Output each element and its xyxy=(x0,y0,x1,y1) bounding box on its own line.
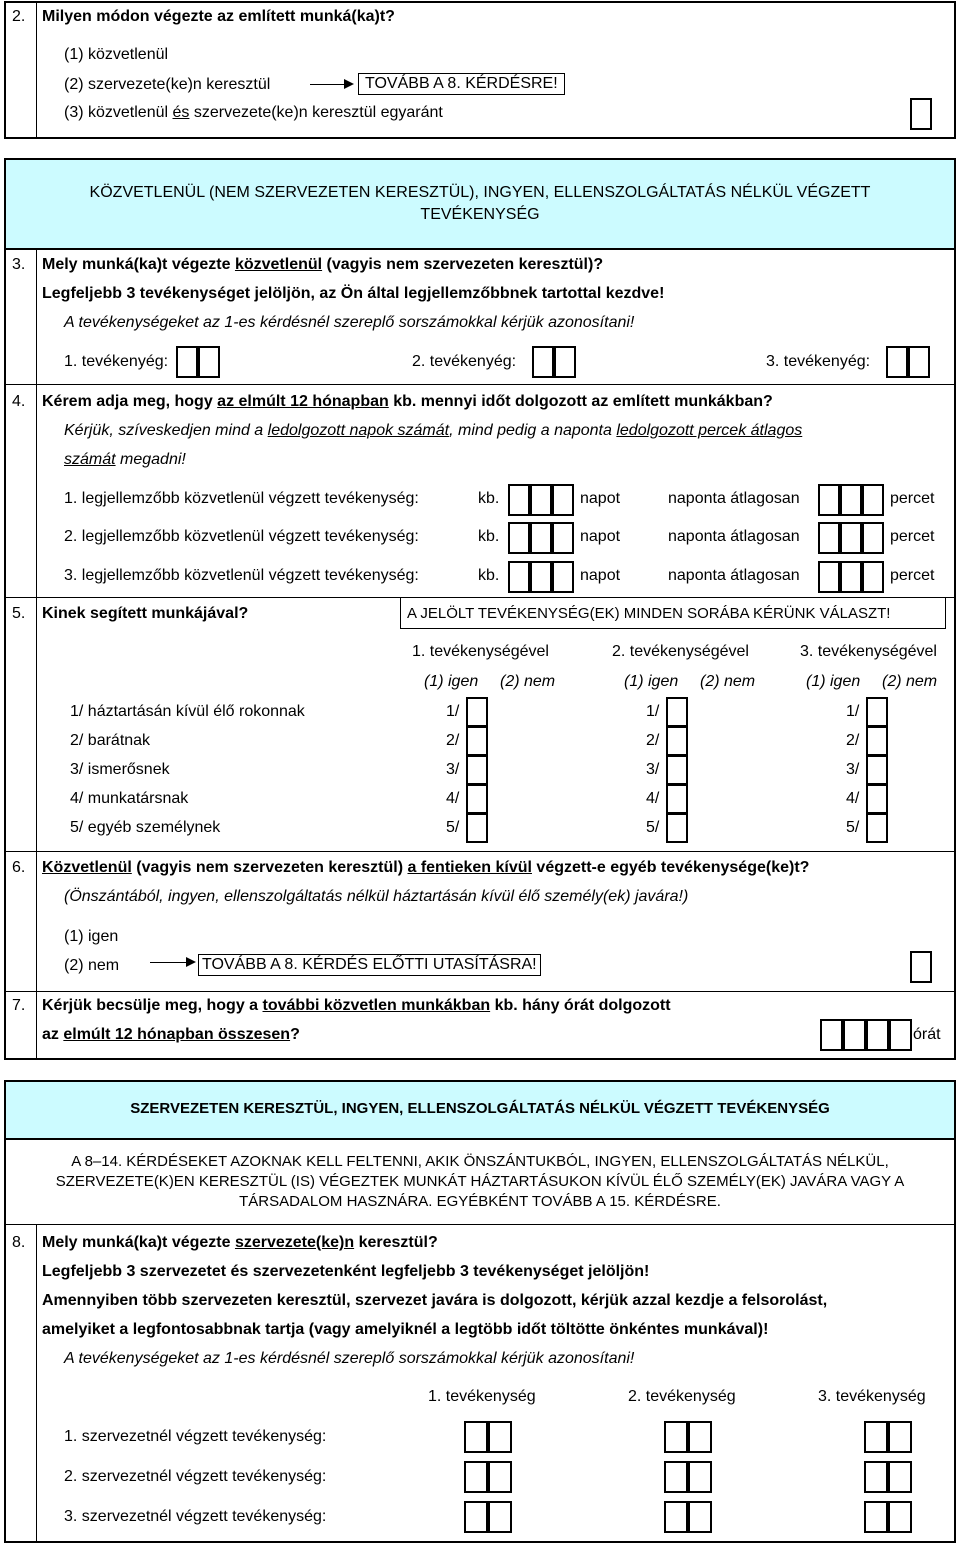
q8-answer-box[interactable] xyxy=(864,1461,888,1493)
q3-limit: Legfeljebb 3 tevékenységet jelöljön, az Ön által legjellemzőbbnek tartottal kezdve! xyxy=(42,285,665,302)
q5-row-code: 4/ xyxy=(846,790,860,807)
q8-answer-box[interactable] xyxy=(464,1421,488,1453)
q5-row-code: 5/ xyxy=(646,819,660,836)
q5-row-code: 5/ xyxy=(846,819,860,836)
q5-row-code: 2/ xyxy=(646,732,660,749)
q8-answer-box[interactable] xyxy=(464,1501,488,1533)
q5-row-code: 3/ xyxy=(446,761,460,778)
q3-activity-3-label: 3. tevékenyég: xyxy=(766,353,871,370)
q5-instruction: A JELÖLT TEVÉKENYSÉG(EK) MINDEN SORÁBA KÉRÜNK VÁLASZT! xyxy=(400,597,946,629)
q5-answer-box[interactable] xyxy=(466,755,488,785)
q4-daily-label: naponta átlagosan xyxy=(668,567,800,584)
q8-answer-box[interactable] xyxy=(488,1421,512,1453)
q8-row-label: 3. szervezetnél végzett tevékenység: xyxy=(64,1508,327,1525)
section-banner-direct xyxy=(4,158,956,250)
banner-direct-line2: TEVÉKENYSÉG xyxy=(420,206,540,223)
q5-answer-box[interactable] xyxy=(866,813,888,843)
q4-minutes-box[interactable] xyxy=(862,484,884,516)
q4-kb: kb. xyxy=(478,490,500,507)
q5-row-code: 3/ xyxy=(846,761,860,778)
q8-limit: Legfeljebb 3 szervezetet és szervezetenként legfeljebb 3 tevékenységet jelöljön! xyxy=(42,1263,650,1280)
q7-hours-box[interactable] xyxy=(843,1019,866,1051)
q5-yes-label: (1) igen xyxy=(624,673,679,690)
q4-days-box[interactable] xyxy=(530,522,552,554)
q4-days-box[interactable] xyxy=(552,561,574,593)
q2-skip-instruction: TOVÁBB A 8. KÉRDÉSRE! xyxy=(358,73,565,95)
q2-option-1: (1) közvetlenül xyxy=(64,46,169,63)
q5-column-header: 1. tevékenységével xyxy=(412,643,549,660)
q4-daily-label: naponta átlagosan xyxy=(668,528,800,545)
q4-kb: kb. xyxy=(478,567,500,584)
q5-no-label: (2) nem xyxy=(500,673,556,690)
q8-answer-box[interactable] xyxy=(664,1501,688,1533)
q4-row-label: 3. legjellemzőbb közvetlenül végzett tevékenység: xyxy=(64,567,419,584)
q4-days-unit: napot xyxy=(580,490,621,507)
q8-number: 8. xyxy=(12,1234,26,1251)
q5-answer-box[interactable] xyxy=(866,726,888,756)
q8-answer-box[interactable] xyxy=(888,1461,912,1493)
q4-days-box[interactable] xyxy=(552,484,574,516)
q5-answer-box[interactable] xyxy=(866,784,888,814)
q3-activity-1-box[interactable] xyxy=(176,346,198,378)
q5-row-code: 2/ xyxy=(846,732,860,749)
q8-answer-box[interactable] xyxy=(888,1421,912,1453)
q4-kb: kb. xyxy=(478,528,500,545)
q5-row-label: 3/ ismerősnek xyxy=(70,761,170,778)
q4-days-box[interactable] xyxy=(508,561,530,593)
q3-question: Mely munká(ka)t végezte közvetlenül (vagyis nem szervezeten keresztül)? xyxy=(42,256,604,273)
q5-row-label: 5/ egyéb személynek xyxy=(70,819,221,836)
q5-no-label: (2) nem xyxy=(700,673,756,690)
q4-row-label: 1. legjellemzőbb közvetlenül végzett tevékenység: xyxy=(64,490,419,507)
q4-instruction: Kérjük, szíveskedjen mind a ledolgozott napok számát, mind pedig a naponta ledolgozott percek átlagos xyxy=(64,422,803,439)
banner-direct-line1: KÖZVETLENÜL (NEM SZERVEZETEN KERESZTÜL), INGYEN, ELLENSZOLGÁLTATÁS NÉLKÜL VÉGZETT xyxy=(89,184,871,201)
q4-days-box[interactable] xyxy=(508,484,530,516)
q4-days-box[interactable] xyxy=(552,522,574,554)
q6-option-2: (2) nem xyxy=(64,957,120,974)
q3-activity-2-box[interactable] xyxy=(554,346,576,378)
q3-activity-3-box[interactable] xyxy=(886,346,908,378)
q8-answer-box[interactable] xyxy=(864,1421,888,1453)
q8-answer-box[interactable] xyxy=(464,1461,488,1493)
q7-hours-box[interactable] xyxy=(866,1019,889,1051)
q4-days-box[interactable] xyxy=(530,484,552,516)
q8-instruction-2: amelyiket a legfontosabbnak tartja (vagy amelyiknél a legtöbb időt töltötte önkéntes munkával)! xyxy=(42,1321,769,1338)
q5-answer-box[interactable] xyxy=(466,697,488,727)
q8-answer-box[interactable] xyxy=(864,1501,888,1533)
q8-answer-box[interactable] xyxy=(688,1501,712,1533)
q5-row-code: 4/ xyxy=(446,790,460,807)
q8-row-label: 1. szervezetnél végzett tevékenység: xyxy=(64,1428,327,1445)
q8-answer-box[interactable] xyxy=(664,1421,688,1453)
q5-row-code: 2/ xyxy=(446,732,460,749)
q5-answer-box[interactable] xyxy=(466,726,488,756)
q2-option-2: (2) szervezete(ke)n keresztül xyxy=(64,76,271,93)
q4-question: Kérem adja meg, hogy az elmúlt 12 hónapban kb. mennyi időt dolgozott az említett munkákban? xyxy=(42,393,773,410)
q4-instruction-cont: számát megadni! xyxy=(64,451,186,468)
q7-unit: órát xyxy=(913,1026,941,1043)
q4-minutes-box[interactable] xyxy=(862,561,884,593)
q5-answer-box[interactable] xyxy=(666,755,688,785)
skip-arrow xyxy=(310,84,352,85)
q4-daily-label: naponta átlagosan xyxy=(668,490,800,507)
instruction-line-3: TÁRSADALOM HASZNÁRA. EGYÉBKÉNT TOVÁBB A 15. KÉRDÉSRE. xyxy=(239,1193,721,1210)
q4-minutes-box[interactable] xyxy=(840,522,862,554)
q4-minutes-box[interactable] xyxy=(818,561,840,593)
q6-option-1: (1) igen xyxy=(64,928,119,945)
q2-question: Milyen módon végezte az említett munká(ka)t? xyxy=(42,8,395,25)
q7-hours-box[interactable] xyxy=(820,1019,843,1051)
q5-row-code: 5/ xyxy=(446,819,460,836)
q8-answer-box[interactable] xyxy=(664,1461,688,1493)
q6-answer-box[interactable] xyxy=(910,951,932,983)
q4-minutes-unit: percet xyxy=(890,528,935,545)
q3-number: 3. xyxy=(12,256,26,273)
q3-activity-1-label: 1. tevékenyég: xyxy=(64,353,169,370)
q3-activity-2-box[interactable] xyxy=(532,346,554,378)
q5-row-code: 1/ xyxy=(846,703,860,720)
q5-row-label: 4/ munkatársnak xyxy=(70,790,189,807)
q5-answer-box[interactable] xyxy=(866,755,888,785)
q4-row-label: 2. legjellemzőbb közvetlenül végzett tevékenység: xyxy=(64,528,419,545)
q5-answer-box[interactable] xyxy=(666,784,688,814)
q8-instruction-3: A tevékenységeket az 1-es kérdésnél szereplő sorszámokkal kérjük azonosítani! xyxy=(64,1350,635,1367)
q8-answer-box[interactable] xyxy=(688,1461,712,1493)
q2-option-3: (3) közvetlenül és szervezete(ke)n keresztül egyaránt xyxy=(64,104,443,121)
q4-minutes-box[interactable] xyxy=(862,522,884,554)
q8-column-header: 1. tevékenység xyxy=(428,1388,536,1405)
q8-instruction-1: Amennyiben több szervezeten keresztül, szervezet javára is dolgozott, kérjük azzal kezdje a felsorolást, xyxy=(42,1292,828,1309)
q3-activity-2-label: 2. tevékenyég: xyxy=(412,353,517,370)
q8-row-label: 2. szervezetnél végzett tevékenység: xyxy=(64,1468,327,1485)
q4-days-box[interactable] xyxy=(508,522,530,554)
instruction-line-2: SZERVEZETE(K)EN KERESZTÜL (IS) VÉGEZTEK MUNKÁT HÁZTARTÁSUKON KÍVÜL ÉLŐ SZEMÉLY(EK) JAVÁRA VAGY A xyxy=(55,1173,905,1190)
q6-note: (Önszántából, ingyen, ellenszolgáltatás nélkül háztartásán kívül élő személy(ek) javára!) xyxy=(64,888,689,905)
q5-question: Kinek segített munkájával? xyxy=(42,605,249,622)
q5-row-code: 4/ xyxy=(646,790,660,807)
q7-number: 7. xyxy=(12,997,26,1014)
skip-arrow xyxy=(150,962,194,963)
q8-answer-box[interactable] xyxy=(488,1461,512,1493)
q7-question: Kérjük becsülje meg, hogy a további közvetlen munkákban kb. hány órát dolgozott xyxy=(42,997,671,1014)
q2-number: 2. xyxy=(12,8,26,25)
q3-activity-3-box[interactable] xyxy=(908,346,930,378)
q5-yes-label: (1) igen xyxy=(806,673,861,690)
q5-column-header: 3. tevékenységével xyxy=(800,643,937,660)
q8-column-header: 2. tevékenység xyxy=(628,1388,736,1405)
q2-answer-box[interactable] xyxy=(910,98,932,130)
q5-column-header: 2. tevékenységével xyxy=(612,643,749,660)
q5-number: 5. xyxy=(12,605,26,622)
q6-skip-instruction: TOVÁBB A 8. KÉRDÉS ELŐTTI UTASÍTÁSRA! xyxy=(198,954,541,976)
q5-answer-box[interactable] xyxy=(466,813,488,843)
q4-minutes-box[interactable] xyxy=(818,484,840,516)
q4-minutes-unit: percet xyxy=(890,490,935,507)
q4-minutes-box[interactable] xyxy=(840,484,862,516)
q5-answer-box[interactable] xyxy=(666,813,688,843)
q8-question: Mely munká(ka)t végezte szervezete(ke)n keresztül? xyxy=(42,1234,438,1251)
q5-row-code: 1/ xyxy=(646,703,660,720)
q6-number: 6. xyxy=(12,859,26,876)
q8-answer-box[interactable] xyxy=(488,1501,512,1533)
q5-row-code: 3/ xyxy=(646,761,660,778)
q4-number: 4. xyxy=(12,393,26,410)
q5-yes-label: (1) igen xyxy=(424,673,479,690)
q4-minutes-box[interactable] xyxy=(840,561,862,593)
q5-row-label: 1/ háztartásán kívül élő rokonnak xyxy=(70,703,305,720)
q4-days-unit: napot xyxy=(580,567,621,584)
q6-question: Közvetlenül (vagyis nem szervezeten keresztül) a fentieken kívül végzett-e egyéb tevékenysége(ke)t? xyxy=(42,859,810,876)
q8-answer-box[interactable] xyxy=(688,1421,712,1453)
q5-answer-box[interactable] xyxy=(666,697,688,727)
q7-question-cont: az elmúlt 12 hónapban összesen? xyxy=(42,1026,300,1043)
q5-row-code: 1/ xyxy=(446,703,460,720)
q5-answer-box[interactable] xyxy=(466,784,488,814)
q8-column-header: 3. tevékenység xyxy=(818,1388,926,1405)
q4-days-unit: napot xyxy=(580,528,621,545)
q5-answer-box[interactable] xyxy=(666,726,688,756)
q5-no-label: (2) nem xyxy=(882,673,938,690)
q3-instruction: A tevékenységeket az 1-es kérdésnél szereplő sorszámokkal kérjük azonosítani! xyxy=(64,314,635,331)
banner-organization-title: SZERVEZETEN KERESZTÜL, INGYEN, ELLENSZOLGÁLTATÁS NÉLKÜL VÉGZETT TEVÉKENYSÉG xyxy=(130,1100,830,1117)
q8-answer-box[interactable] xyxy=(888,1501,912,1533)
q4-minutes-box[interactable] xyxy=(818,522,840,554)
q5-answer-box[interactable] xyxy=(866,697,888,727)
q5-row-label: 2/ barátnak xyxy=(70,732,151,749)
q7-hours-box[interactable] xyxy=(889,1019,912,1051)
instruction-line-1: A 8–14. KÉRDÉSEKET AZOKNAK KELL FELTENNI, AKIK ÖNSZÁNTUKBÓL, INGYEN, ELLENSZOLGÁLTATÁS NÉLKÜL, xyxy=(71,1153,889,1170)
q3-activity-1-box[interactable] xyxy=(198,346,220,378)
q4-minutes-unit: percet xyxy=(890,567,935,584)
q4-days-box[interactable] xyxy=(530,561,552,593)
